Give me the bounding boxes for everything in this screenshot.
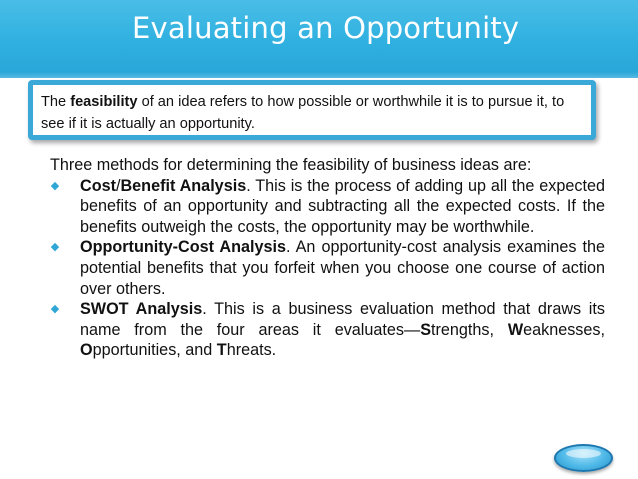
list-item-cost-benefit: [50, 176, 605, 238]
swot-o-rest: pportunities, and: [92, 341, 217, 360]
list-item-swot: [50, 299, 605, 361]
cost-slash: /: [115, 176, 121, 195]
swot-text: . This is a business evaluation method that draws its name from the four areas it evaluates—: [80, 300, 605, 339]
swot-w-letter: W: [507, 320, 524, 339]
list-item-opportunity-cost: [50, 237, 605, 299]
swot-t-letter: T: [216, 341, 227, 360]
title-bar: [0, 0, 638, 78]
cost-benefit-text: . This is the process of adding up all the expected benefits of an opportunity and subtracting all the expected costs. If the benefits outweigh the costs, the opportunity may be worthwhile.: [80, 176, 605, 236]
swot-label: SWOT Analysis: [80, 300, 203, 319]
diamond-bullet-icon: ◆: [50, 241, 60, 254]
opportunity-cost-label: Opportunity-Cost Analysis: [80, 238, 286, 257]
slide-title: Evaluating an Opportunity: [132, 11, 520, 45]
swot-o-letter: O: [80, 341, 93, 360]
definition-callout: [28, 80, 596, 140]
next-slide-button[interactable]: [554, 444, 613, 472]
swot-t-rest: hreats.: [226, 341, 277, 360]
swot-s-letter: S: [420, 320, 432, 339]
slide-body: [50, 155, 605, 361]
swot-s-rest: trengths,: [431, 320, 508, 339]
diamond-bullet-icon: ◆: [50, 179, 60, 192]
opportunity-cost-text: . An opportunity-cost analysis examines the potential benefits that you forfeit when you choose one course of action over others.: [80, 238, 605, 298]
callout-term: feasibility: [70, 94, 138, 110]
swot-w-rest: eaknesses,: [523, 320, 605, 339]
diamond-bullet-icon: ◆: [50, 303, 60, 316]
intro-text: Three methods for determining the feasibility of business ideas are:: [50, 156, 532, 174]
callout-text: of an idea refers to how possible or worthwhile it is to pursue it, to see if it is actually an opportunity.: [41, 94, 565, 132]
benefit-analysis-label: Benefit Analysis: [120, 176, 247, 195]
methods-list: [50, 176, 605, 361]
callout-prefix: The: [41, 94, 71, 110]
cost-label: Cost: [80, 176, 116, 195]
